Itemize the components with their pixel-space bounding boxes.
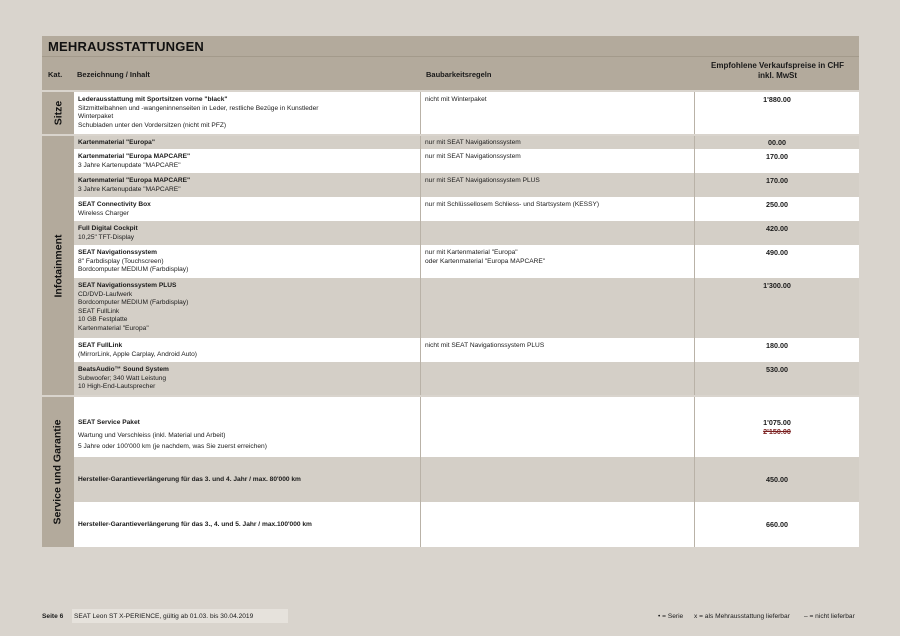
option-price: 170.00 [766,176,788,185]
option-detail: Schubladen unter den Vordersitzen (nicht mit PFZ) [78,121,227,129]
category-label: Service und Garantie [42,397,74,547]
header-baubarkeit: Baubarkeitsregeln [426,70,492,79]
option-price: 1'880.00 [763,95,791,104]
option-rule: oder Kartenmaterial "Europa MAPCARE" [425,257,546,265]
option-detail: Subwoofer; 340 Watt Leistung [78,374,167,382]
category-label: Infotainment [42,136,74,395]
option-title: Kartenmaterial "Europa MAPCARE" [78,153,191,160]
table-row [74,245,859,278]
legend-serie: • = Serie [658,613,684,620]
option-title: Kartenmaterial "Europa" [78,139,155,146]
option-title: BeatsAudio™ Sound System [78,366,169,373]
option-rule [421,397,695,457]
model-validity: SEAT Leon ST X-PERIENCE, gültig ab 01.03. bis 30.04.2019 [72,609,288,623]
option-price: 250.00 [766,200,788,209]
option-rule: nicht mit SEAT Navigationssystem PLUS [421,338,695,362]
table-row [74,197,859,221]
option-detail: 10,25" TFT-Display [78,233,135,241]
option-rule: nur mit SEAT Navigationssystem [421,136,695,149]
table-row [74,278,859,338]
option-title: SEAT FullLink [78,342,123,349]
option-detail: Bordcomputer MEDIUM (Farbdisplay) [78,266,189,274]
option-rule: nicht mit Winterpaket [421,92,695,134]
legend-mehrausstattung: x = als Mehrausstattung lieferbar [694,613,790,620]
table-row [74,362,859,395]
option-price: 660.00 [766,519,788,529]
table-row [74,397,859,457]
option-rule [421,221,695,245]
table-row [74,457,859,502]
option-detail: 5 Jahre oder 100'000 km (je nachdem, was Sie zuerst erreichen) [78,443,267,451]
option-price: 450.00 [766,474,788,484]
option-price: 420.00 [766,224,788,233]
table-row [74,502,859,547]
option-price: 490.00 [766,248,788,257]
option-rule: nur mit Schlüssellosem Schliess- und Startsystem (KESSY) [421,197,695,221]
header-bezeichnung: Bezeichnung / Inhalt [77,70,150,79]
table-row [74,173,859,197]
option-price: 00.00 [768,138,786,147]
option-detail: (MirrorLink, Apple Carplay, Android Auto) [78,350,197,358]
option-detail: Wartung und Verschleiss (inkl. Material und Arbeit) [78,431,226,439]
option-title: SEAT Connectivity Box [78,201,151,208]
option-detail: 3 Jahre Kartenupdate "MAPCARE" [78,185,181,193]
option-price: 530.00 [766,365,788,374]
page-title: MEHRAUSSTATTUNGEN [42,36,859,56]
options-table [42,36,859,546]
option-rule [421,278,695,338]
option-title: Hersteller-Garantieverlängerung für das 3. und 4. Jahr / max. 80'000 km [78,475,301,483]
option-rule [421,457,695,502]
option-detail: Winterpaket [78,113,114,121]
option-title: Hersteller-Garantieverlängerung für das 3., 4. und 5. Jahr / max.100'000 km [78,520,312,528]
option-detail: 3 Jahre Kartenupdate "MAPCARE" [78,161,181,169]
header-kat: Kat. [48,70,63,79]
option-detail: 10 High-End-Lautsprecher [78,383,156,391]
option-title: Lederausstattung mit Sportsitzen vorne "black" [78,96,228,103]
page-footer [42,609,859,623]
table-header [42,56,859,90]
option-rule: nur mit SEAT Navigationssystem [421,149,695,173]
option-rule: nur mit SEAT Navigationssystem PLUS [421,173,695,197]
header-preis-line1: Empfohlene Verkaufspreise in CHF [711,61,844,70]
option-detail: Bordcomputer MEDIUM (Farbdisplay) [78,299,189,307]
option-detail: Wireless Charger [78,209,129,217]
option-price: 1'075.00 [763,418,791,427]
option-detail: Sitzmittelbahnen und -wangeninnenseiten in Leder, restliche Bezüge in Kunstleder [78,104,319,112]
option-detail: SEAT FullLink [78,307,120,315]
section-infotainment [42,136,859,395]
option-rule [421,502,695,547]
option-rule: nur mit Kartenmaterial "Europa" [425,249,518,256]
table-row [74,136,859,149]
option-old-price: 2'150.00 [763,426,791,436]
table-row [74,338,859,362]
option-title: Full Digital Cockpit [78,225,138,232]
option-detail: 10 GB Festplatte [78,316,128,324]
option-detail: CD/DVD-Laufwerk [78,290,133,298]
option-title: SEAT Service Paket [78,419,140,426]
option-detail: Kartenmaterial "Europa" [78,324,149,332]
option-price: 170.00 [766,152,788,161]
section-service [42,397,859,547]
option-title: SEAT Navigationssystem PLUS [78,282,177,289]
page-number: Seite 6 [42,613,64,620]
option-price: 180.00 [766,341,788,350]
table-row [74,221,859,245]
category-label: Sitze [42,92,74,134]
option-price: 1'300.00 [763,281,791,290]
header-preis-line2: inkl. MwSt [757,71,798,80]
table-row [74,149,859,173]
option-detail: 8" Farbdisplay (Touchscreen) [78,257,164,265]
option-rule [421,362,695,395]
legend-nicht-lieferbar: – = nicht lieferbar [804,613,855,620]
header-preis [696,61,859,81]
table-row [74,92,859,134]
section-sitze [42,92,859,134]
option-title: Kartenmaterial "Europa MAPCARE" [78,177,191,184]
option-title: SEAT Navigationssystem [78,249,158,256]
